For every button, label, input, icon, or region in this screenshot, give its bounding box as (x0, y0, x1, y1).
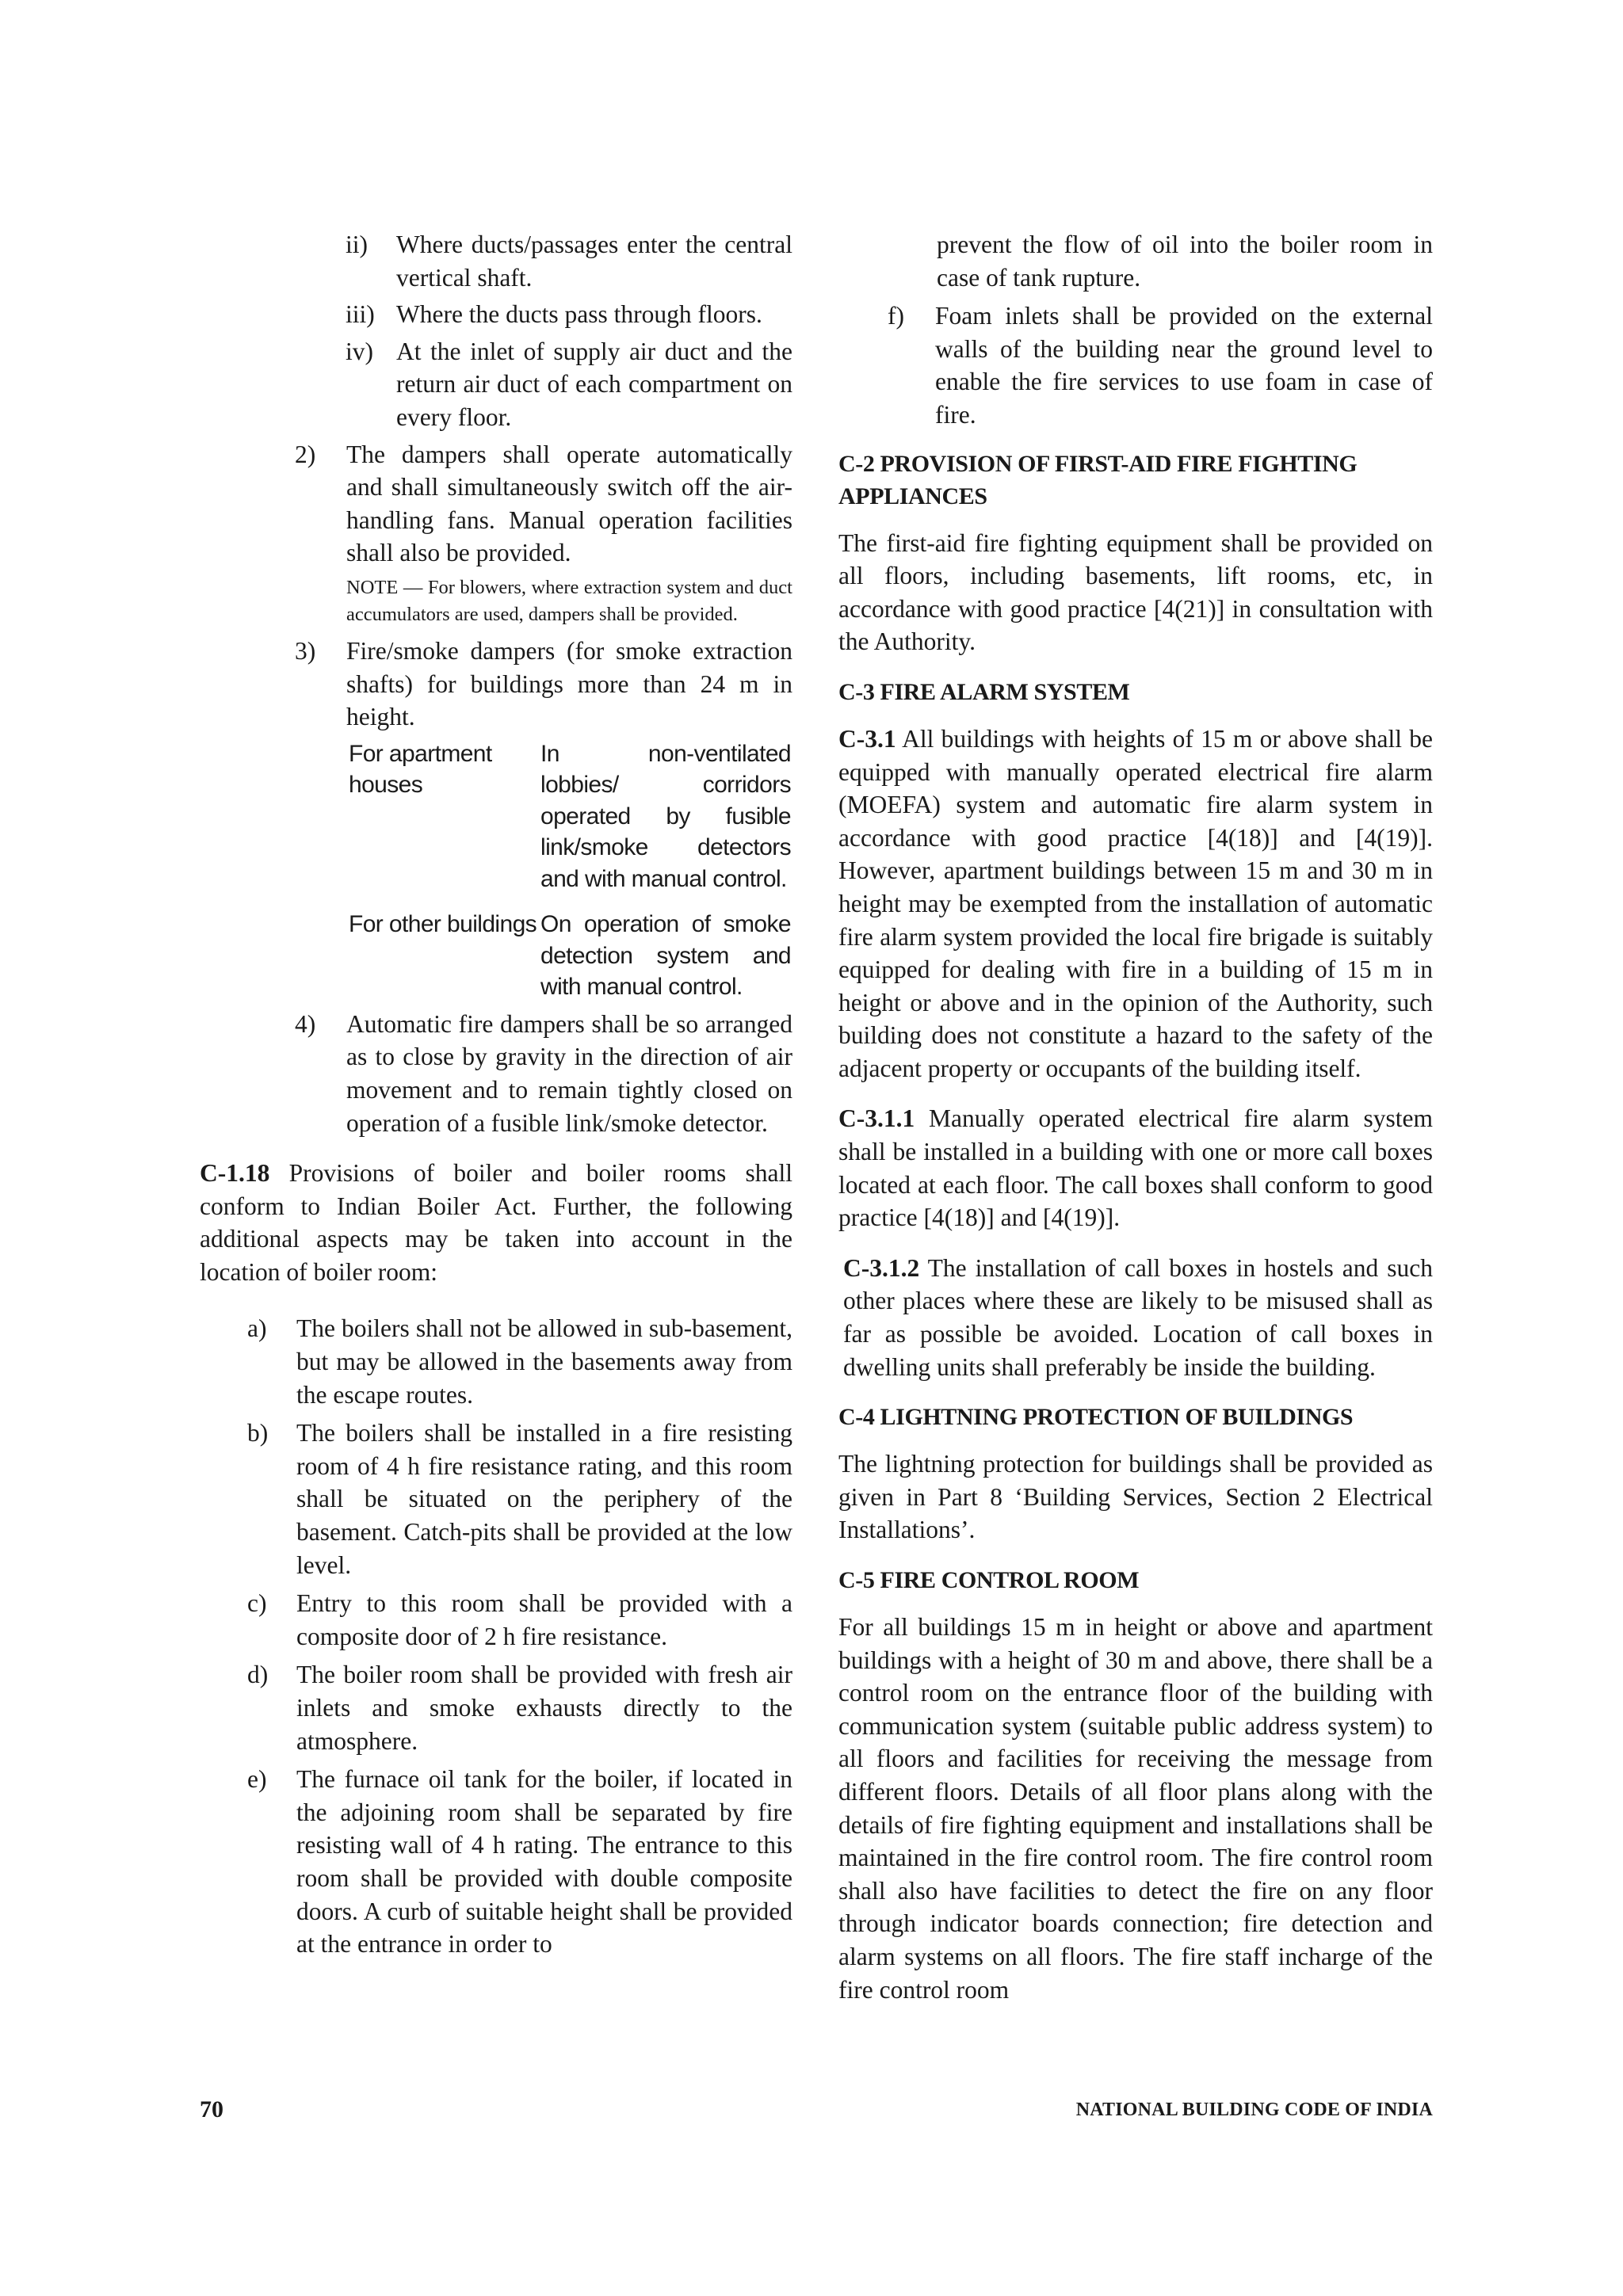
list-label: 3) (295, 636, 316, 665)
list-text: Entry to this room shall be provided with a composite door of 2 h fire resistance. (296, 1589, 792, 1650)
list-text: Where the ducts pass through floors. (396, 300, 762, 329)
list-text: Automatic fire dampers shall be so arranged as to close by gravity in the direction of air movement and to remain tightly closed on operation of a fusible link/smoke detector. (346, 1009, 792, 1137)
table-cell-location: On operation of smoke detection system and with manual control. (540, 911, 791, 1001)
list-text: The boilers shall be installed in a fire resisting room of 4 h fire resistance rating, and this room shall be situated on the periphery of the basement. Catch-pits shall be provided at the low level. (296, 1419, 792, 1579)
list-text: The boilers shall not be allowed in sub-basement, but may be allowed in the basements away from the escape routes. (296, 1314, 792, 1409)
section-heading: C-4 LIGHTNING PROTECTION OF BUILDINGS (838, 1404, 1354, 1431)
clause-number: C-3.1 (838, 724, 896, 753)
damper-table (349, 738, 791, 1003)
clause-number: C-3.1.2 (843, 1253, 920, 1282)
list-text: The dampers shall operate automatically and shall simultaneously switch off the air-handling fans. Manual operation facilities shall also be provided. (346, 440, 792, 567)
list-text: Where ducts/passages enter the central vertical shaft. (396, 231, 792, 292)
list-item (200, 1763, 792, 1961)
list-text: Foam inlets shall be provided on the external walls of the building near the ground level to enable the fire services to use foam in case of fire. (935, 302, 1433, 429)
list-label: f) (888, 302, 904, 330)
list-label: e) (247, 1765, 267, 1794)
section-text: For all buildings 15 m in height or above and apartment buildings with a height of 30 m and above, there shall be a control room on the entrance floor of the building with communication system (suitable public address system) to all floors and facilities for receiving the message from different floors. Details of all floor plans along with the details of fire fighting equipment and installations shall be maintained in the fire control room. The fire control room shall also have facilities to detect the fire on any floor through indicator boards connection; fire detection and alarm systems on all floors. The fire staff incharge of the fire control room (838, 1613, 1433, 2004)
list-label: 2) (295, 440, 316, 468)
list-label: b) (247, 1419, 269, 1447)
clause-text: Manually operated electrical fire alarm system shall be installed in a building with one or more call boxes located at each floor. The call boxes shall conform to good practice [4(18)] and [4(19)]. (838, 1104, 1433, 1232)
clause-number: C-3.1.1 (838, 1104, 915, 1133)
clause-c-3-1-2 (838, 1252, 1433, 1383)
list-label: a) (247, 1314, 267, 1343)
running-footer: NATIONAL BUILDING CODE OF INDIA (1075, 2100, 1433, 2120)
list-item (200, 298, 792, 331)
list-text: At the inlet of supply air duct and the return air duct of each compartment on every floor. (396, 337, 792, 431)
list-label: d) (247, 1661, 269, 1689)
table-cell-building: For apartment houses (349, 740, 492, 799)
note-text: NOTE — For blowers, where extraction system and duct accumulators are used, dampers shall be provided. (346, 576, 792, 625)
list-item (200, 635, 792, 734)
list-text: Fire/smoke dampers (for smoke extraction shafts) for buildings more than 24 m in height. (346, 636, 792, 731)
list-label: iii) (346, 300, 375, 329)
table-row (349, 738, 791, 895)
list-item (200, 228, 792, 294)
section-heading: C-3 FIRE ALARM SYSTEM (838, 678, 1130, 705)
list-item (200, 438, 792, 570)
list-item (838, 299, 1433, 431)
section-heading: C-2 PROVISION OF FIRST-AID FIRE FIGHTING APPLIANCES (838, 450, 1358, 509)
list-item (200, 1587, 792, 1653)
table-cell-building: For other buildings (349, 911, 537, 938)
list-item (200, 1658, 792, 1757)
left-column (200, 228, 792, 1966)
list-item (200, 1008, 792, 1139)
clause-text: All buildings with heights of 15 m or above shall be equipped with manually operated electrical fire alarm (MOEFA) system and automatic fire alarm system in accordance with good practice [4(18)] and [4(19)]. However, apartment buildings between 15 m and 30 m in height may be exempted from the installation of automatic fire alarm system provided the local fire brigade is suitably equipped for dealing with fire in a building of 15 m in height or above and in the opinion of the Authority, such building does not constitute a hazard to the safety of the adjacent property or occupants of the building itself. (838, 724, 1433, 1082)
section-heading: C-5 FIRE CONTROL ROOM (838, 1567, 1140, 1593)
section-text: The lightning protection for buildings shall be provided as given in Part 8 ‘Building Services, Section 2 Electrical Installations’. (838, 1450, 1433, 1544)
list-label: iv) (346, 337, 373, 365)
list-label: c) (247, 1589, 267, 1618)
clause-c-3-1 (838, 723, 1433, 1085)
clause-number: C-1.18 (200, 1159, 270, 1188)
clause-c-1-18 (200, 1157, 792, 1288)
right-column (838, 228, 1433, 2006)
list-item (200, 1417, 792, 1581)
list-label: 4) (295, 1009, 316, 1038)
page-number: 70 (200, 2096, 223, 2122)
clause-text: Provisions of boiler and boiler rooms shall conform to Indian Boiler Act. Further, the following additional aspects may be taken into account in the location of boiler room: (200, 1159, 792, 1286)
section-text: The first-aid fire fighting equipment shall be provided on all floors, including basements, lift rooms, etc, in accordance with good practice [4(21)] in consultation with the Authority. (838, 528, 1433, 656)
table-row (349, 909, 791, 1003)
list-item (200, 1312, 792, 1411)
list-item-continuation: prevent the flow of oil into the boiler room in case of tank rupture. (937, 231, 1433, 292)
clause-c-3-1-1 (838, 1102, 1433, 1234)
table-cell-location: In non-ventilated lobbies/ corridors operated by fusible link/smoke detectors and with manual control. (540, 740, 791, 892)
list-text: The furnace oil tank for the boiler, if located in the adjoining room shall be separated by fire resisting wall of 4 h rating. The entrance to this room shall be provided with double composite doors. A curb of suitable height shall be provided at the entrance in order to (296, 1765, 792, 1958)
list-item (200, 335, 792, 434)
clause-text: The installation of call boxes in hostels and such other places where these are likely to be misused shall as far as possible be avoided. Location of call boxes in dwelling units shall preferably be inside the building. (843, 1253, 1433, 1381)
list-label: ii) (346, 231, 368, 258)
list-text: The boiler room shall be provided with fresh air inlets and smoke exhausts directly to the atmosphere. (296, 1661, 792, 1755)
